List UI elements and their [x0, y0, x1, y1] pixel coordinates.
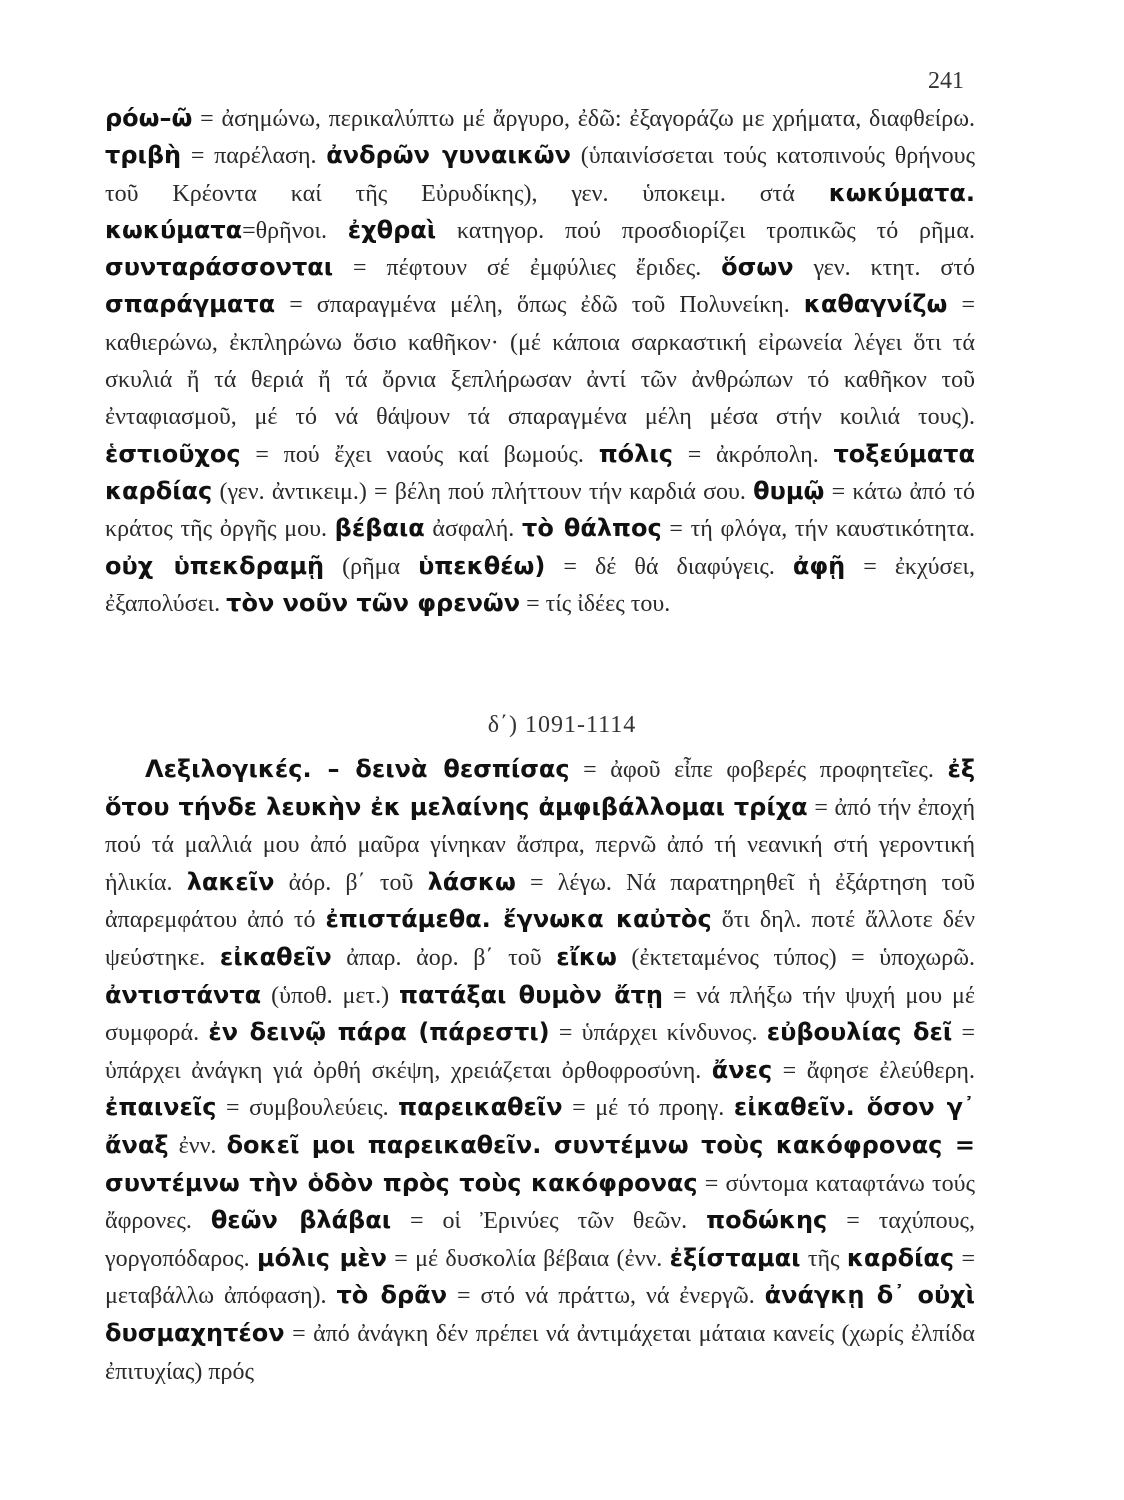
commentary-block-2 [105, 751, 975, 1390]
lemma-term: εἰκαθεῖν [219, 942, 332, 971]
gloss-text: = σπαραγμένα μέλη, ὅπως ἐδῶ τοῦ Πολυνείκη. [275, 292, 804, 319]
gloss-text: = μεταβάλλω ἀπόφαση). [105, 1245, 975, 1310]
lemma-term: σπαράγματα [105, 290, 276, 319]
lemma-term: λακεῖν [186, 867, 275, 896]
lemma-term: ὅσων [721, 253, 794, 282]
gloss-text: = ἀπό τήν ἐποχή πού τά μαλλιά μου ἀπό μαῦρα γίνηκαν ἄσπρα, περνῶ ἀπό τή νεανική στή γεροντική ἡλικία. [105, 794, 976, 896]
lemma-term: τὸ θάλπος [522, 514, 662, 543]
lemma-term: τὸ δρᾶν [336, 1281, 448, 1310]
gloss-text: = καθιερώνω, ἐκπληρώνω ὅσιο καθῆκον· (μέ κάποια σαρκαστική εἰρωνεία λέγει ὅτι τά σκυλιά ἤ τά θεριά ἤ τά ὄρνια ξεπλήρωσαν ἀντί τῶν ἀνθρώπων τό καθῆκον τοῦ ἐνταφιασμοῦ, μέ τό νά θάψουν τά σπαραγμένα μέλη μέσα στήν κοιλιά τους). [105, 292, 975, 431]
gloss-text: = ὑπάρχει κίνδυνος. [549, 1020, 767, 1047]
lemma-term: ἀνάγκῃ δ᾽ οὐχὶ δυσμαχητέον [105, 1281, 976, 1347]
lemma-term: οὐχ ὑπεκδραμῇ [105, 551, 325, 580]
lemma-term: καρδίας [846, 1243, 955, 1272]
gloss-text: (ὑπαινίσσεται τούς κατοπινούς θρήνους τοῦ Κρέοντα καί τῆς Εὐρυδίκης), γεν. ὑποκειμ. στά [105, 143, 976, 207]
lemma-term: πόλις [598, 439, 673, 468]
lemma-term: ὅσον γ᾽ ἄναξ [105, 1093, 976, 1159]
lemma-term: ἄνες [711, 1055, 773, 1084]
gloss-text: γεν. κτητ. στό [793, 255, 975, 282]
lemma-term: εἰκαθεῖν. [733, 1093, 855, 1122]
gloss-text: = ἐκχύσει, ἐξαπολύσει. [105, 553, 975, 617]
lemma-term: πατάξαι θυμὸν ἄτῃ [399, 980, 664, 1009]
gloss-text: = οἱ Ἐρινύες τῶν θεῶν. [391, 1208, 707, 1235]
gloss-text: ἀσφαλή. [424, 516, 522, 543]
lemma-term: ἀφῇ [792, 551, 846, 580]
gloss-text: (ὑποθ. μετ.) [261, 982, 400, 1009]
lemma-term: ἐχθραὶ [347, 215, 437, 244]
gloss-text: ἀόρ. β΄ τοῦ [274, 869, 428, 896]
gloss-text: (ρῆμα [324, 553, 419, 580]
lemma-term: συνταράσσονται [105, 253, 334, 282]
lemma-term: δοκεῖ μοι παρεικαθεῖν. συντέμνω τοὺς κακόφρονας = συντέμνω τὴν ὁδὸν πρὸς τοὺς κακόφρονας [105, 1130, 976, 1197]
gloss-text: = ἄφησε ἐλεύθερη. [772, 1057, 975, 1084]
gloss-text: = λέγω. Νά παρατηρηθεῖ ἡ ἐξάρτηση τοῦ ἀπαρεμφάτου ἀπό τό [105, 869, 975, 934]
lemma-term: ἀνδρῶν γυναικῶν [326, 141, 572, 170]
gloss-text: κατηγορ. πού προσδιορίζει τροπικῶς τό ρῆμα. [436, 217, 975, 244]
gloss-text: = ταχύπους, γοργοπόδαρος. [105, 1208, 976, 1272]
lemma-term: εἴκω [556, 942, 617, 971]
gloss-text: ἀπαρ. ἀορ. β΄ τοῦ [331, 944, 557, 971]
gloss-text: = ἀκρόπολη. [672, 441, 834, 468]
gloss-text: = νά πλήξω τήν ψυχή μου μέ συμφορά. [105, 982, 975, 1047]
lemma-term: θυμῷ [753, 476, 825, 505]
gloss-text: (γεν. ἀντικειμ.) = βέλη πού πλήττουν τήν καρδιά σου. [212, 478, 754, 505]
gloss-text: = μέ τό προηγ. [562, 1095, 734, 1122]
lemma-term: θεῶν βλάβαι [210, 1206, 392, 1235]
lemma-term: ἐξίσταμαι [669, 1243, 801, 1272]
lemma-term: βέβαια [334, 514, 425, 543]
gloss-text: = πέφτουν σέ ἐμφύλιες ἔριδες. [333, 255, 722, 282]
lemma-term: λάσκω [427, 867, 516, 896]
lemma-term: τὸν νοῦν τῶν φρενῶν [226, 588, 521, 617]
gloss-text: (ἐκτεταμένος τύπος) = ὑποχωρῶ. [616, 944, 975, 971]
gloss-text: = δέ θά διαφύγεις. [545, 553, 793, 580]
gloss-text: = ἀσημώνω, περικαλύπτω μέ ἄργυρο, ἐδῶ: ἐξαγοράζω με χρήματα, διαφθείρω. [192, 106, 975, 132]
section-heading: δ΄) 1091-1114 [487, 712, 637, 738]
gloss-text: ἐνν. [168, 1132, 227, 1159]
glossary-paragraph-1 [105, 100, 975, 622]
lemma-term: τοξεύματα καρδίας [105, 439, 975, 505]
lemma-term: ἐπιστάμεθα. ἔγνωκα καὐτὸς [325, 905, 712, 934]
lemma-term: Λεξιλογικές. – δεινὰ θεσπίσας [145, 755, 570, 783]
gloss-text: =θρῆνοι. [242, 217, 348, 244]
commentary-block-1 [105, 100, 975, 622]
gloss-text: = τίς ἰδέες του. [520, 590, 671, 617]
lemma-term: ρόω–ῶ [105, 104, 193, 132]
lemma-term: καθαγνίζω [803, 290, 948, 319]
gloss-text: = συμβουλεύεις. [216, 1095, 399, 1122]
gloss-text: = σύντομα καταφτάνω τούς ἄφρονες. [105, 1170, 976, 1235]
lemma-term: ὑπεκθέω) [418, 551, 546, 580]
gloss-text: = στό νά πράττω, νά ἐνεργῶ. [447, 1283, 765, 1310]
lemma-term: ἐξ ὅτου τήνδε λευκὴν ἐκ μελαίνης ἀμφιβάλλομαι τρίχα [105, 755, 975, 821]
lemma-term: ποδώκης [706, 1206, 828, 1235]
lemma-term: τριβὴ [105, 141, 182, 170]
lemma-term: κωκύματα. κωκύματα [105, 178, 975, 244]
gloss-text: = μέ δυσκολία βέβαια (ἐνν. [386, 1245, 670, 1272]
gloss-text: τῆς [800, 1245, 847, 1272]
gloss-text: = τή φλόγα, τήν καυστικότητα. [661, 516, 975, 543]
lemma-term: παρεικαθεῖν [398, 1093, 563, 1122]
gloss-text: ὅτι δηλ. ποτέ ἄλλοτε δέν ψεύστηκε. [105, 907, 975, 971]
gloss-text: = παρέλαση. [181, 143, 327, 170]
page-number: 241 [928, 68, 964, 94]
lemma-term: ἐπαινεῖς [105, 1093, 217, 1122]
gloss-text: = κάτω ἀπό τό κράτος τῆς ὀργῆς μου. [105, 478, 975, 543]
gloss-text: = ὑπάρχει ἀνάγκη γιά ὀρθή σκέψη, χρειάζεται ὀρθοφροσύνη. [105, 1020, 976, 1084]
glossary-paragraph-2 [105, 751, 975, 1390]
gloss-text: = πού ἔχει ναούς καί βωμούς. [240, 441, 599, 468]
lemma-term: εὐβουλίας δεῖ [766, 1018, 953, 1047]
gloss-text: = ἀφοῦ εἶπε φοβερές προφητεῖες. [569, 757, 948, 783]
gloss-text: = ἀπό ἀνάγκη δέν πρέπει νά ἀντιμάχεται μάταια κανείς (χωρίς ἐλπίδα ἐπιτυχίας) πρός [105, 1320, 975, 1385]
lemma-term: ἀντιστάντα [105, 980, 262, 1009]
lemma-term: ἐν δεινῷ πάρα (πάρεστι) [208, 1018, 550, 1047]
lemma-term: ἑστιοῦχος [105, 439, 241, 468]
lemma-term: μόλις μὲν [257, 1243, 387, 1272]
